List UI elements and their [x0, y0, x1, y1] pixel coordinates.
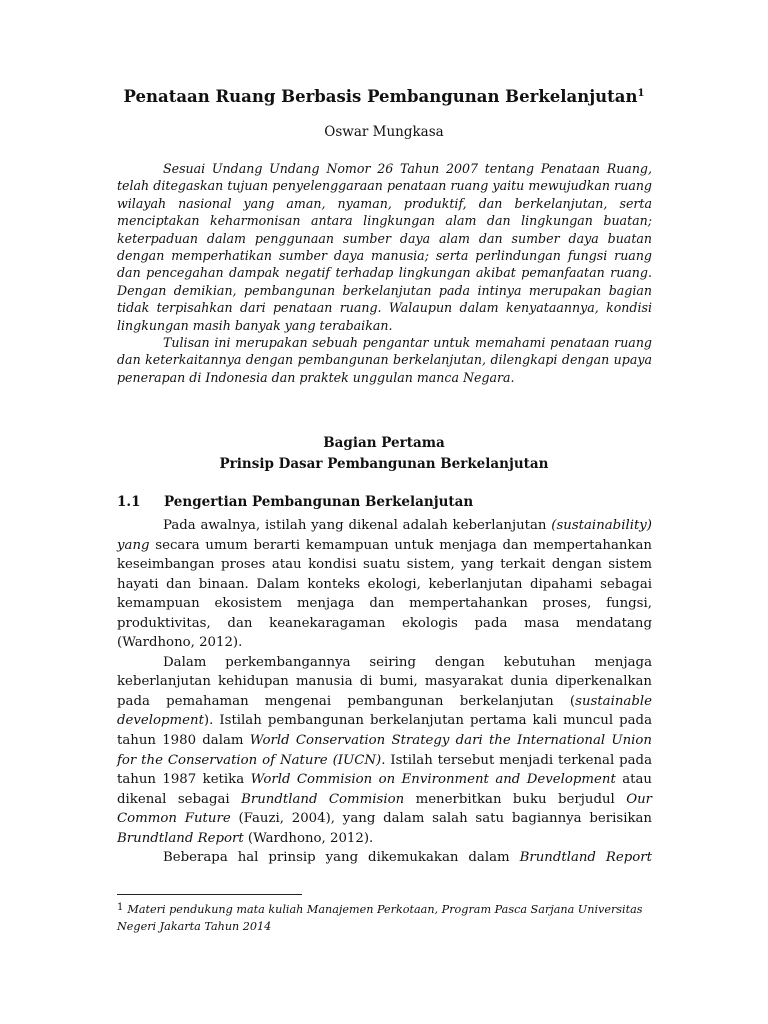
italic-term: World Commision on Environment and Development	[250, 772, 616, 788]
footnote	[117, 899, 652, 935]
part-label: Bagian Pertama	[323, 435, 445, 451]
title-text: Penataan Ruang Berbasis Pembangunan Berkelanjutan	[123, 87, 638, 106]
italic-term: Brundtland Report	[117, 830, 244, 846]
text-run: (Fauzi, 2004), yang dalam salah satu bagiannya berisikan	[230, 811, 652, 827]
section-title: Pengertian Pembangunan Berkelanjutan	[164, 494, 474, 510]
footnote-text: Materi pendukung mata kuliah Manajemen Perkotaan, Program Pasca Sarjana Universitas Negeri Jakarta Tahun 2014	[117, 903, 643, 933]
text-run: Beberapa hal prinsip yang dikemukakan dalam	[163, 850, 520, 866]
body-paragraph	[117, 516, 652, 653]
document-title	[0, 87, 768, 106]
italic-term: Brundtland Report	[519, 850, 652, 866]
text-run: ). Istilah pembangunan berkelanjutan pertama kali muncul pada tahun 1980 dalam	[117, 713, 652, 749]
section-heading	[117, 494, 473, 510]
italic-term: Our Common Future	[117, 791, 653, 827]
text-run: menerbitkan buku berjudul	[404, 791, 627, 807]
text-run: (Wardhono, 2012).	[243, 830, 374, 846]
text-run: . Istilah tersebut menjadi terkenal pada tahun 1987 ketika	[117, 752, 653, 788]
body-paragraph	[117, 653, 652, 848]
body-paragraph	[117, 848, 652, 868]
title-footnote-mark: 1	[637, 88, 645, 99]
abstract-paragraph: Tulisan ini merupakan sebuah pengantar untuk memahami penataan ruang dan keterkaitannya dengan pembangunan berkelanjutan, dilengkapi dengan upaya penerapan di Indonesia dan praktek unggulan manca Negara.	[117, 335, 652, 385]
italic-term: (sustainability) yang	[117, 518, 652, 553]
text-run: secara umum berarti kemampuan untuk menjaga dan mempertahankan keseimbangan proses atau kondisi suatu sistem, yang terkait dengan sistem hayati dan binaan. Dalam konteks ekologi, keberlanjutan dipahami sebagai kemampuan ekosistem menjaga dan mempertahankan proses, fungsi, produktivitas, dan keanekaragaman ekologis pada masa mendatang (Wardhono, 2012).	[117, 537, 652, 651]
footnote-divider	[117, 894, 302, 895]
text-run: Pada awalnya, istilah yang dikenal adalah keberlanjutan	[163, 518, 552, 533]
italic-term: sustainable development	[117, 693, 652, 729]
text-run: atau dikenal sebagai	[117, 772, 652, 807]
body-text	[117, 516, 652, 868]
italic-term: World Conservation Strategy dari the International Union for the Conservation of Nature (IUCN)	[117, 733, 652, 768]
italic-term: Brundtland Commision	[241, 791, 405, 807]
abstract	[117, 160, 652, 386]
author-name: Oswar Mungkasa	[324, 124, 444, 140]
section-number: 1.1	[117, 494, 141, 510]
part-title: Prinsip Dasar Pembangunan Berkelanjutan	[219, 456, 549, 472]
text-run: Dalam perkembangannya seiring dengan kebutuhan menjaga keberlanjutan kehidupan manusia di bumi, masyarakat dunia diperkenalkan pada pemahaman mengenai pembangunan berkelanjutan (	[117, 654, 652, 709]
abstract-paragraph: Sesuai Undang Undang Nomor 26 Tahun 2007 tentang Penataan Ruang, telah ditegaskan tujuan penyelenggaraan penataan ruang yaitu mewujudkan ruang wilayah nasional yang aman, nyaman, produktif, dan berkelanjutan, serta menciptakan keharmonisan antara lingkungan alam dan lingkungan buatan; keterpaduan dalam penggunaan sumber daya alam dan sumber daya buatan dengan memperhatikan sumber daya manusia; serta perlindungan fungsi ruang dan pencegahan dampak negatif terhadap lingkungan akibat pemanfaatan ruang. Dengan demikian, pembangunan berkelanjutan pada intinya merupakan bagian tidak terpisahkan dari penataan ruang. Walaupun dalam kenyataannya, kondisi lingkungan masih banyak yang terabaikan.	[117, 161, 652, 333]
footnote-mark: 1	[117, 902, 124, 913]
